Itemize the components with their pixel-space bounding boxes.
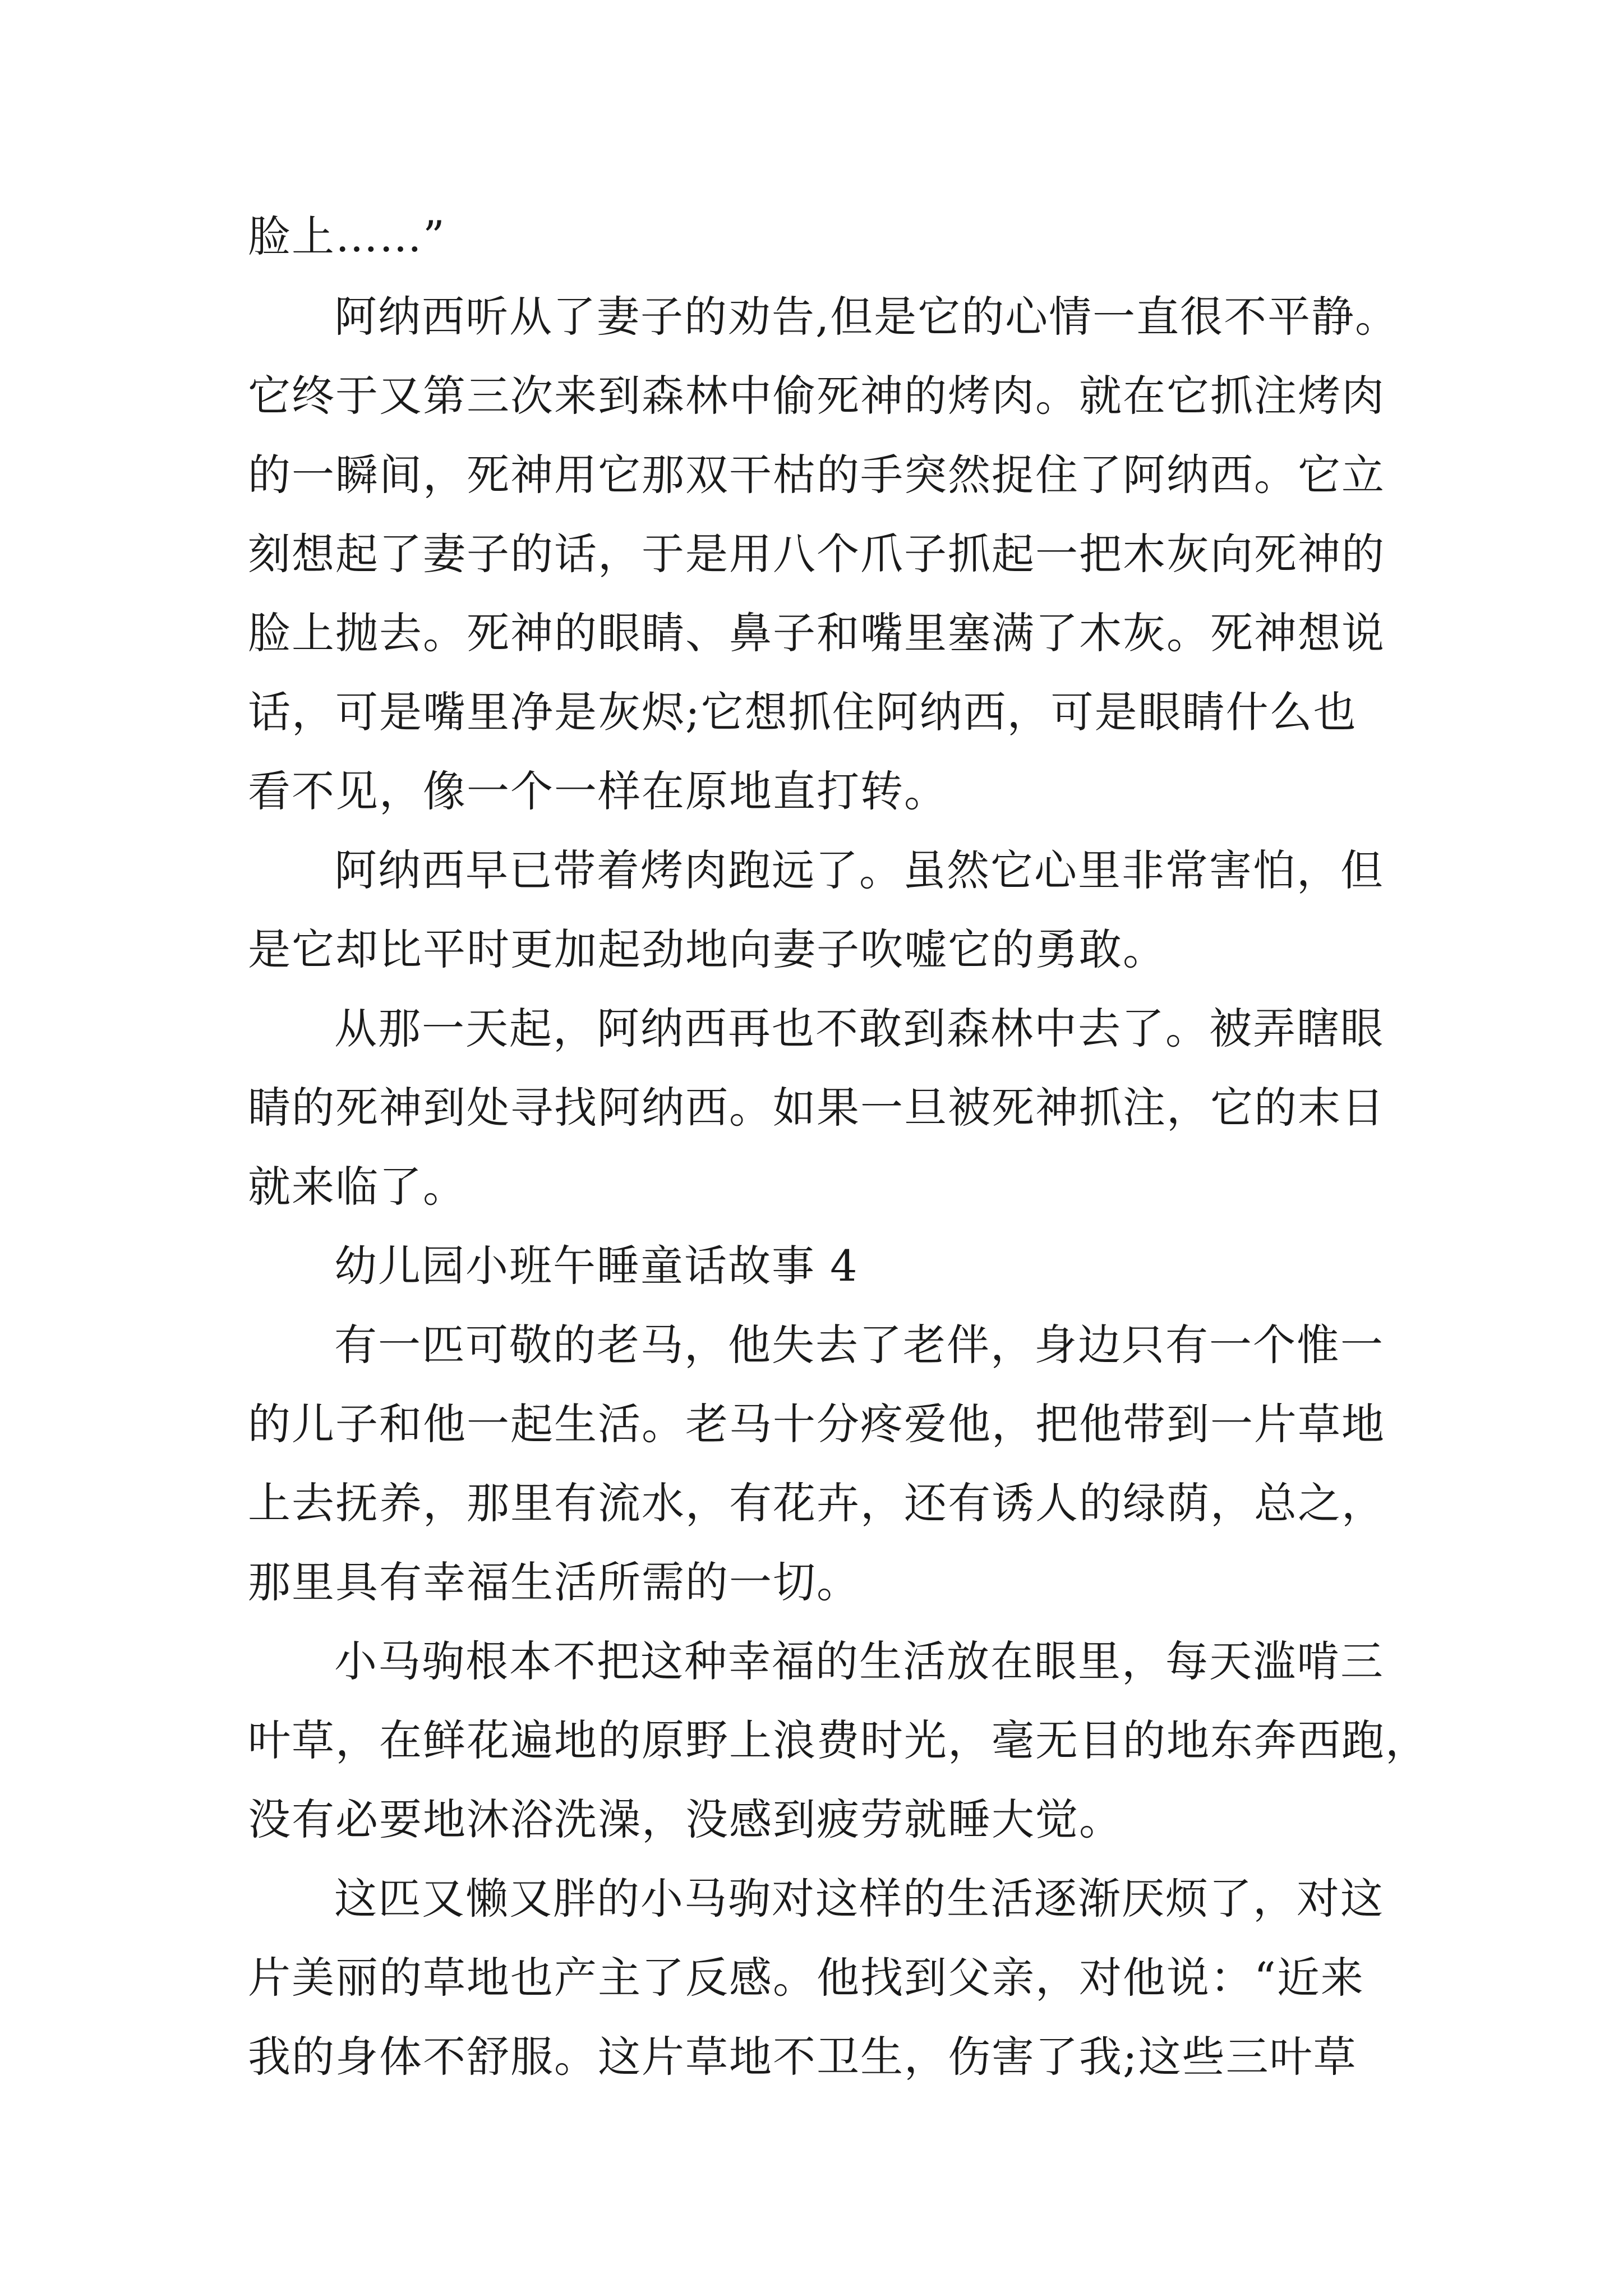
paragraph-first-line: 从那一天起，阿纳西再也不敢到森林中去了。被弄瞎眼 <box>334 1004 1384 1053</box>
text-line: 是它却比平时更加起劲地向妻子吹嘘它的勇敢。 <box>248 924 1166 974</box>
text-line: 那里具有幸福生活所需的一切。 <box>248 1557 860 1607</box>
paragraph-first-line: 阿纳西早已带着烤肉跑远了。虽然它心里非常害怕，但 <box>334 845 1384 895</box>
text-line: 的儿子和他一起生活。老马十分疼爱他，把他带到一片草地 <box>248 1399 1385 1449</box>
text-line: 叶草，在鲜花遍地的原野上浪费时光，毫无目的地东奔西跑， <box>248 1715 1429 1765</box>
text-line: 它终于又第三次来到森林中偷死神的烤肉。就在它抓注烤肉 <box>248 371 1385 421</box>
text-line: 片美丽的草地也产主了反感。他找到父亲，对他说：“近来 <box>248 1953 1364 2003</box>
text-line: 我的身体不舒服。这片草地不卫生，伤害了我;这些三叶草 <box>248 2032 1357 2082</box>
section-heading: 幼儿园小班午睡童话故事 4 <box>334 1241 859 1291</box>
text-line: 睛的死神到处寻找阿纳西。如果一旦被死神抓注，它的末日 <box>248 1083 1385 1133</box>
text-line: 刻想起了妻子的话，于是用八个爪子抓起一把木灰向死神的 <box>248 529 1385 579</box>
text-line: 的一瞬间，死神用它那双干枯的手突然捉住了阿纳西。它立 <box>248 450 1385 500</box>
paragraph-first-line: 这匹又懒又胖的小马驹对这样的生活逐渐厌烦了，对这 <box>334 1874 1384 1924</box>
text-line: 上去抚养，那里有流水，有花卉，还有诱人的绿荫，总之， <box>248 1478 1385 1528</box>
text-line: 就来临了。 <box>248 1162 467 1212</box>
text-line: 脸上抛去。死神的眼睛、鼻子和嘴里塞满了木灰。死神想说 <box>248 608 1385 658</box>
text-line: 看不见，像一个一样在原地直打转。 <box>248 766 948 816</box>
paragraph-first-line: 小马驹根本不把这种幸福的生活放在眼里，每天滥啃三 <box>334 1636 1384 1686</box>
paragraph-first-line: 阿纳西听从了妻子的劝告,但是它的心情一直很不平静。 <box>334 292 1399 342</box>
paragraph-first-line: 有一匹可敬的老马，他失去了老伴，身边只有一个惟一 <box>334 1320 1384 1370</box>
text-line: 没有必要地沐浴洗澡，没感到疲劳就睡大觉。 <box>248 1795 1123 1844</box>
text-line: 脸上……” <box>248 211 446 261</box>
text-line: 话，可是嘴里净是灰烬;它想抓住阿纳西，可是眼睛什么也 <box>248 687 1357 737</box>
